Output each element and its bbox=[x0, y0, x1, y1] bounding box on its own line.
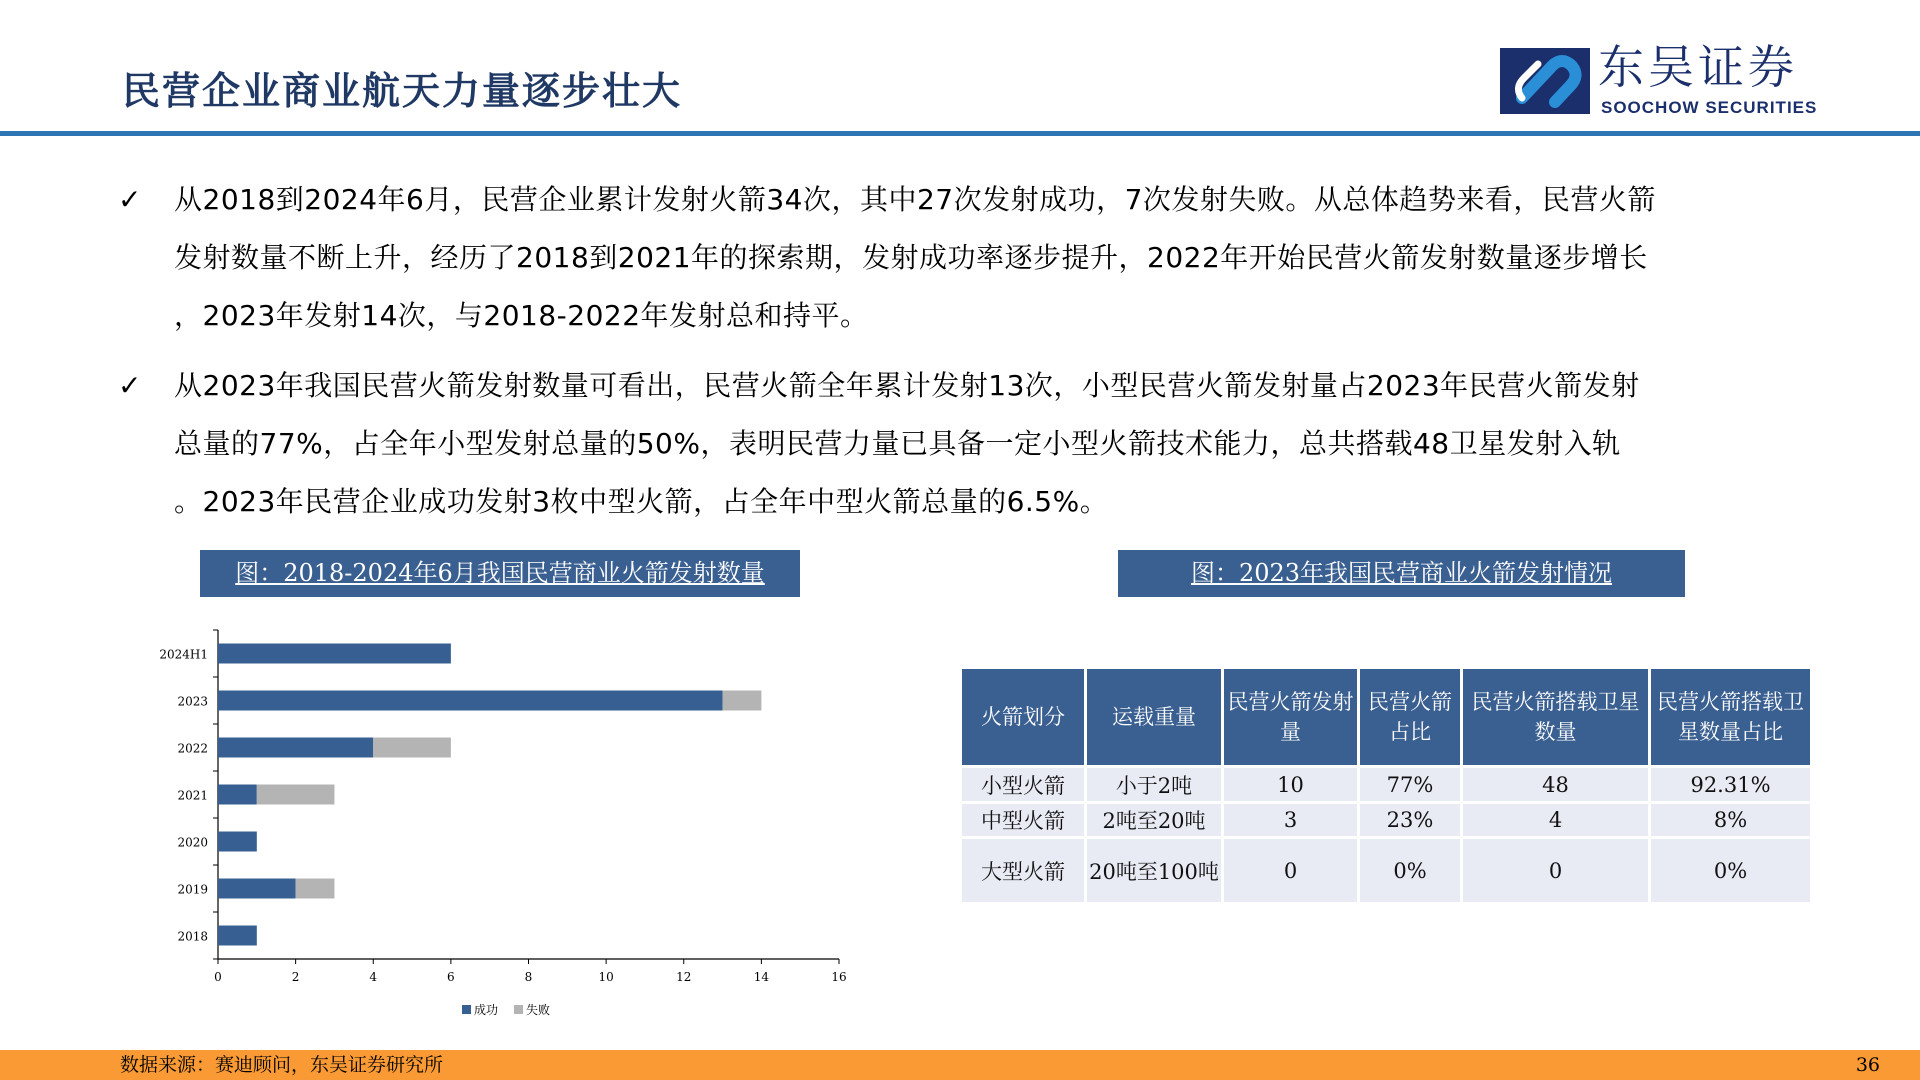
bullet-line: 总量的77%，占全年小型发射总量的50%，表明民营力量已具备一定小型火箭技术能力，总共搭载48卫星发射入轨 bbox=[174, 427, 1621, 460]
y-tick-label: 2022 bbox=[177, 741, 208, 756]
figure-title-text: 图：2023年我国民营商业火箭发射情况 bbox=[1190, 559, 1613, 587]
bar-failure bbox=[373, 738, 451, 758]
y-tick-label: 2023 bbox=[177, 694, 208, 709]
bullet-line: 从2018到2024年6月，民营企业累计发射火箭34次，其中27次发射成功，7次发射失败。从总体趋势来看，民营火箭 bbox=[174, 183, 1656, 216]
table-cell: 0% bbox=[1650, 838, 1812, 904]
table-cell: 4 bbox=[1462, 803, 1650, 838]
bar-failure bbox=[296, 879, 335, 899]
check-icon: ✓ bbox=[118, 183, 142, 216]
table-cell: 3 bbox=[1223, 803, 1359, 838]
x-tick-label: 6 bbox=[447, 970, 455, 984]
table-cell: 23% bbox=[1359, 803, 1462, 838]
footer-bar bbox=[0, 1050, 1920, 1080]
table-cell: 0 bbox=[1462, 838, 1650, 904]
legend-label: 成功 bbox=[474, 1003, 499, 1017]
bar-success bbox=[218, 644, 451, 664]
table-cell: 10 bbox=[1223, 767, 1359, 803]
table-header-cell: 民营火箭占比 bbox=[1359, 668, 1462, 767]
table-cell: 2吨至20吨 bbox=[1086, 803, 1223, 838]
launch-table bbox=[959, 666, 1813, 905]
x-tick-label: 8 bbox=[524, 970, 533, 984]
table-cell: 0 bbox=[1223, 838, 1359, 904]
logo-text-en: SOOCHOW SECURITIES bbox=[1601, 98, 1818, 117]
table-cell: 小型火箭 bbox=[961, 767, 1086, 803]
legend-swatch bbox=[514, 1005, 523, 1014]
y-tick-label: 2018 bbox=[177, 929, 208, 944]
table-cell: 77% bbox=[1359, 767, 1462, 803]
page-number: 36 bbox=[1855, 1054, 1880, 1076]
bar-success bbox=[218, 879, 296, 899]
table-header-cell: 火箭划分 bbox=[961, 668, 1086, 767]
x-tick-label: 0 bbox=[214, 970, 222, 984]
table-row bbox=[961, 838, 1812, 904]
x-tick-label: 16 bbox=[831, 970, 847, 984]
page-title: 民营企业商业航天力量逐步壮大 bbox=[122, 68, 683, 113]
table-header-cell: 民营火箭搭载卫星数量占比 bbox=[1650, 668, 1812, 767]
x-tick-label: 4 bbox=[369, 970, 378, 984]
x-tick-label: 2 bbox=[291, 970, 300, 984]
legend-swatch bbox=[462, 1005, 471, 1014]
table-cell: 大型火箭 bbox=[961, 838, 1086, 904]
y-tick-label: 2024H1 bbox=[159, 647, 208, 662]
x-tick-label: 10 bbox=[598, 970, 614, 984]
bullet-line: 从2023年我国民营火箭发射数量可看出，民营火箭全年累计发射13次，小型民营火箭发射量占2023年民营火箭发射 bbox=[174, 369, 1640, 402]
data-source: 数据来源：赛迪顾问，东吴证券研究所 bbox=[120, 1054, 444, 1076]
table-row bbox=[961, 803, 1812, 838]
table-cell: 小于2吨 bbox=[1086, 767, 1223, 803]
table-cell: 48 bbox=[1462, 767, 1650, 803]
table-cell: 0% bbox=[1359, 838, 1462, 904]
x-tick-label: 14 bbox=[753, 970, 770, 984]
bullet-line: ，2023年发射14次，与2018-2022年发射总和持平。 bbox=[174, 299, 869, 332]
table-cell: 92.31% bbox=[1650, 767, 1812, 803]
x-tick-label: 12 bbox=[676, 970, 692, 984]
bar-success bbox=[218, 926, 257, 946]
y-tick-label: 2020 bbox=[177, 835, 208, 850]
figure-title-text: 图：2018-2024年6月我国民营商业火箭发射数量 bbox=[235, 559, 765, 587]
table-header-cell: 民营火箭搭载卫星数量 bbox=[1462, 668, 1650, 767]
bullet-line: 发射数量不断上升，经历了2018到2021年的探索期，发射成功率逐步提升，2022年开始民营火箭发射数量逐步增长 bbox=[174, 241, 1648, 274]
legend-label: 失败 bbox=[526, 1003, 551, 1017]
y-tick-label: 2021 bbox=[177, 788, 208, 803]
check-icon: ✓ bbox=[118, 369, 142, 402]
table-cell: 20吨至100吨 bbox=[1086, 838, 1223, 904]
bar-success bbox=[218, 691, 723, 711]
table-header-row bbox=[961, 668, 1812, 767]
bar-success bbox=[218, 832, 257, 852]
table-cell: 8% bbox=[1650, 803, 1812, 838]
table-header-cell: 运载重量 bbox=[1086, 668, 1223, 767]
bar-failure bbox=[723, 691, 762, 711]
y-tick-label: 2019 bbox=[177, 882, 208, 897]
table-row bbox=[961, 767, 1812, 803]
logo-text-cn: 东吴证券 bbox=[1598, 40, 1798, 94]
bar-success bbox=[218, 785, 257, 805]
bar-success bbox=[218, 738, 373, 758]
table-header-cell: 民营火箭发射量 bbox=[1223, 668, 1359, 767]
bullet-line: 。2023年民营企业成功发射3枚中型火箭，占全年中型火箭总量的6.5%。 bbox=[174, 485, 1109, 518]
bar-failure bbox=[257, 785, 335, 805]
table-cell: 中型火箭 bbox=[961, 803, 1086, 838]
